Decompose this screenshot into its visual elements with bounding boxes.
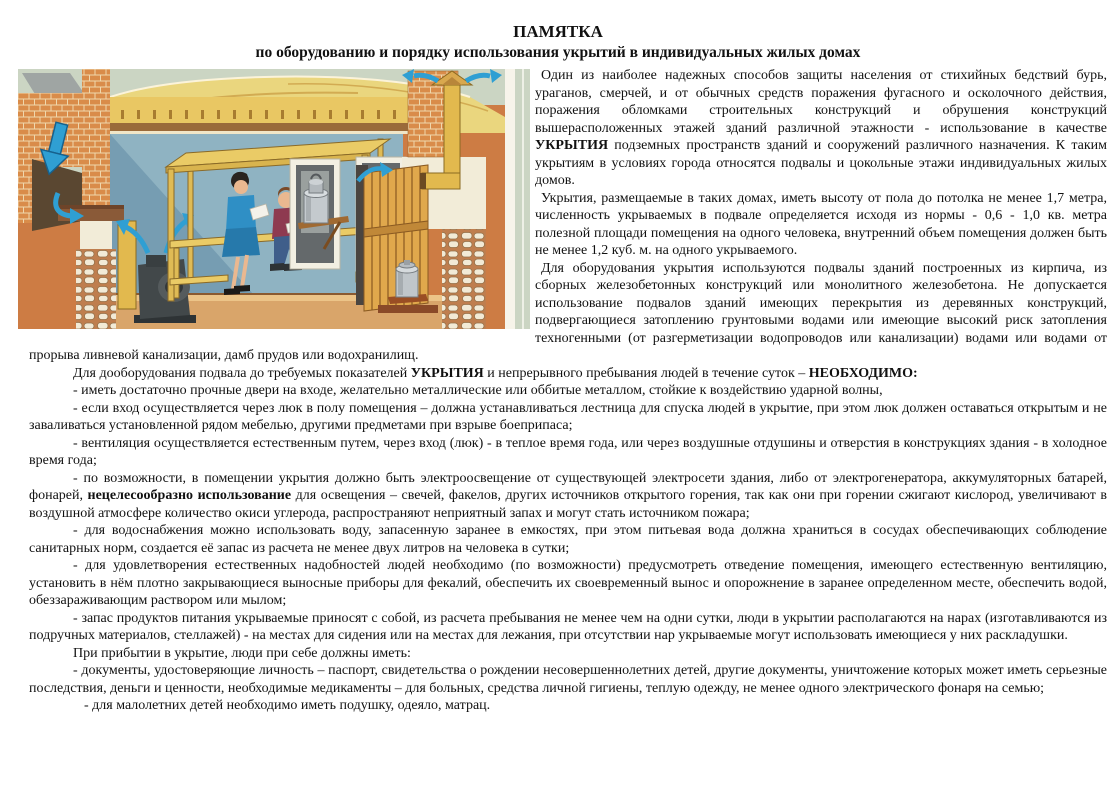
edge-line bbox=[522, 69, 524, 329]
memo-body bbox=[0, 67, 1116, 715]
text-segment: - для удовлетворения естественных надобностей людей необходимо (по возможности) предусмотреть отведение помещения, имеющего естественную вентиляцию, установить в нём плотно закрывающиеся выносные приборы для фекалий, обеспечить их своевременный вынос и опорожнение в заранее определенном месте, обеспечить водой, обеззараживающим раствором или мылом; bbox=[29, 558, 1107, 608]
bullet-water bbox=[29, 522, 1107, 557]
bullet-food bbox=[29, 610, 1107, 645]
bullet-sanitation bbox=[29, 557, 1107, 610]
emphasis-text: УКРЫТИЯ bbox=[410, 365, 484, 381]
text-segment: для освещения – свечей, факелов, других источников открытого горения, так как они при горении сжигают кислород, увеличивают в воздушной атмосфере количество окиси углерода, распространяют неприятный запах и могут стать источником пожара; bbox=[29, 488, 1108, 521]
bullet-documents bbox=[29, 662, 1107, 697]
text-segment: подземных пространств зданий и сооружений различного назначения. К таким укрытиям в условиях города относятся подвалы и цокольные этажи индивидуальных жилых домов. bbox=[535, 138, 1107, 188]
page-title: ПАМЯТКА bbox=[513, 22, 603, 41]
bullet-hatch bbox=[29, 400, 1107, 435]
text-segment: - для малолетних детей необходимо иметь подушку, одеяло, матрац. bbox=[84, 698, 491, 713]
bullet-ventilation bbox=[29, 435, 1107, 470]
text-segment: При прибытии в укрытие, люди при себе должны иметь: bbox=[73, 645, 411, 661]
edge-strip-white bbox=[505, 69, 515, 329]
text-segment: Для оборудования укрытия используются подвалы зданий построенных из кирпича, из сборных железобетонных конструкций или монолитного железобетона. Не допускается использование подвалов зданий имеющих перекрытия из деревянных конструкций, подвергающиеся затоплению грунтовыми водами или имеющие высокий риск затопления техногенными (от разгерметизации водопроводов или канализации) водами или водами от прорыва ливневой канализации, дамб прудов или водохранилищ. bbox=[29, 260, 1107, 363]
emphasis-text: нецелесообразно использование bbox=[87, 488, 292, 503]
emphasis-text: УКРЫТИЯ bbox=[535, 138, 609, 153]
text-segment: - вентиляция осуществляется естественным путем, через вход (люк) - в теплое время года, или через воздушные отдушины и отверстия в конструкциях здания - в холодное время года; bbox=[29, 435, 1107, 468]
stone-column-right bbox=[442, 229, 486, 329]
text-segment: - запас продуктов питания укрываемые приносят с собой, из расчета пребывания не менее чем на одни сутки, люди в укрытии располагаются на нарах (изготавливаются из подручных материалов, стеллажей) - на местах для сидения или на местах для лежания, при отсутствии нар укрываемые могут использовать имеющиеся у них раскладушки. bbox=[29, 610, 1107, 643]
text-segment: - документы, удостоверяющие личность – паспорт, свидетельства о рождении несовершеннолетних детей, другие документы, уничтожение которых может иметь серьезные последствия, деньги и ценности, необходимые медикаменты – для больных, средства личной гигиены, теплую одежду, не менее одного электрического фонаря на семью; bbox=[29, 663, 1107, 696]
house-cutaway-drawing bbox=[18, 69, 530, 329]
text-segment: Для дооборудования подвала до требуемых показателей bbox=[73, 365, 411, 381]
bullet-lighting bbox=[29, 470, 1107, 523]
paragraph-necessary-heading bbox=[29, 365, 1107, 383]
emphasis-text: НЕОБХОДИМО: bbox=[808, 365, 918, 381]
text-segment: Укрытия, размещаемые в таких домах, иметь высоту от пола до потолка не менее 1,7 метра, численность укрываемых в подвале определяется исходя из нормы - 0,6 - 1,0 кв. метра полезной площади помещения на одного человека, внутренний объем помещения должен быть не менее 1,2 куб. м. на одного укрываемого. bbox=[535, 190, 1107, 258]
page-subtitle: по оборудованию и порядку использования укрытий в индивидуальных жилых домах bbox=[255, 44, 861, 61]
text-segment: - для водоснабжения можно использовать воду, запасенную заранее в емкостях, при этом питьевая вода должна храниться в сосудах обеспечивающих соблюдение санитарных норм, создается её запас из расчета не менее двух литров на человека в сутки; bbox=[29, 523, 1107, 556]
text-segment: - иметь достаточно прочные двери на входе, желательно металлические или оббитые металлом, стойкие к воздействию ударной волны, bbox=[73, 383, 883, 398]
shelter-cutaway-illustration bbox=[18, 69, 530, 329]
brick-wall-left-lower bbox=[18, 165, 34, 223]
soil-left bbox=[18, 217, 82, 329]
bullet-doors bbox=[29, 382, 1107, 400]
paragraph-arrival-heading bbox=[29, 645, 1107, 663]
text-segment: - по возможности, в помещении укрытия должно быть электроосвещение от существующей электросети здания, либо от электрогенератора, аккумуляторных батарей, фонарей, bbox=[29, 470, 1107, 503]
text-segment: - если вход осуществляется через люк в полу помещения – должна устанавливаться лестница для спуска людей в укрытие, при этом люк должен оставаться открытым и не заваливаться установленной рядом мебелью, другими предметами при взрыве боеприпаса; bbox=[29, 400, 1107, 433]
text-segment: и непрерывного пребывания людей в течение суток – bbox=[483, 365, 809, 381]
bullet-children bbox=[29, 697, 1107, 715]
text-segment: Один из наиболее надежных способов защиты населения от стихийных бедствий бурь, ураганов, смерчей, и от обычных средств поражения фугасного и осколочного действия, поражения обломками строительных конструкций и обрушения конструкций вышерасположенных этажей зданий различной этажности - использование в качестве bbox=[535, 68, 1107, 136]
